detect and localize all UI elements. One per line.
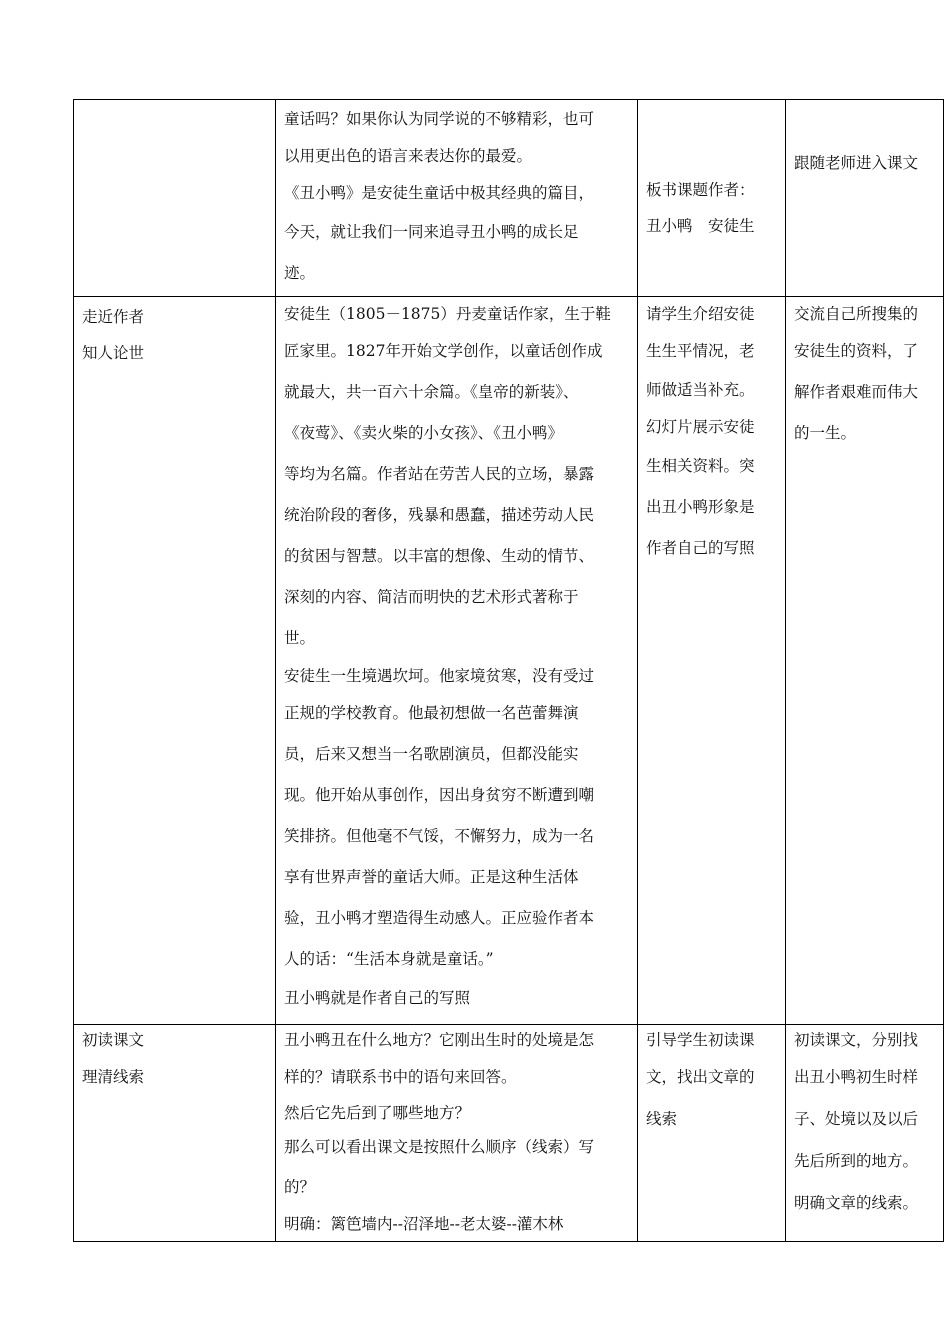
activity-line: 交流自己所搜集的: [794, 305, 919, 323]
content-line: 《夜莺》、《卖火柴的小女孩》、《丑小鸭》: [284, 424, 564, 442]
table-row: [74, 100, 944, 297]
activity-line: 出丑小鸭形象是: [646, 498, 755, 516]
content-line: 样的？请联系书中的语句来回答。: [284, 1068, 517, 1086]
teacher-activity-cell: [638, 297, 786, 1025]
content-line: 人的话：“生活本身就是童话。”: [284, 950, 494, 968]
content-line: 验，丑小鸭才塑造得生动感人。正应验作者本: [284, 909, 595, 927]
activity-line: 丑小鸭 安徒生: [646, 217, 755, 235]
activity-line: 安徒生的资料，了: [794, 342, 919, 360]
activity-line: 跟随老师进入课文: [794, 154, 919, 172]
activity-line: 生生平情况，老: [646, 342, 755, 360]
content-line: 今天，就让我们一同来追寻丑小鸭的成长足: [284, 223, 579, 241]
activity-line: 出丑小鸭初生时样: [794, 1068, 919, 1086]
content-line: 的贫困与智慧。以丰富的想像、生动的情节、: [284, 547, 595, 565]
activity-line: 解作者艰难而伟大: [794, 383, 919, 401]
table-row: [74, 1025, 944, 1242]
content-line: 安徒生（1805－1875）丹麦童话作家，生于鞋: [284, 305, 611, 323]
content-line: 迹。: [284, 264, 316, 282]
activity-line: 的一生。: [794, 424, 857, 442]
content-line: 正规的学校教育。他最初想做一名芭蕾舞演: [284, 704, 579, 722]
content-line: 童话吗？如果你认为同学说的不够精彩，也可: [284, 110, 595, 128]
teaching-content-cell: [276, 100, 638, 297]
teaching-content-cell: [276, 1025, 638, 1242]
activity-line: 板书课题作者：: [646, 181, 755, 199]
activity-line: 明确文章的线索。: [794, 1194, 919, 1212]
content-line: 匠家里。1827年开始文学创作，以童话创作成: [284, 342, 603, 360]
activity-line: 初读课文，分别找: [794, 1031, 919, 1049]
content-line: 安徒生一生境遇坎坷。他家境贫寒，没有受过: [284, 667, 595, 685]
content-line: 《丑小鸭》是安徒生童话中极其经典的篇目，: [284, 184, 595, 202]
section-title: 初读课文: [82, 1031, 145, 1049]
teacher-activity-cell: [638, 1025, 786, 1242]
activity-line: 师做适当补充。: [646, 381, 755, 399]
student-activity-cell: [786, 1025, 944, 1242]
activity-line: 请学生介绍安徒: [646, 305, 755, 323]
content-line: 员，后来又想当一名歌剧演员，但都没能实: [284, 745, 579, 763]
activity-line: 引导学生初读课: [646, 1031, 755, 1049]
content-line: 统治阶段的奢侈，残暴和愚蠢，描述劳动人民: [284, 506, 595, 524]
content-line: 世。: [284, 629, 316, 647]
section-cell: [74, 297, 276, 1025]
content-line: 那么可以看出课文是按照什么顺序（线索）写: [284, 1138, 595, 1156]
content-line: 笑排挤。但他毫不气馁，不懈努力，成为一名: [284, 827, 595, 845]
content-line: 然后它先后到了哪些地方？: [284, 1104, 471, 1122]
content-line: 丑小鸭丑在什么地方？它刚出生时的处境是怎: [284, 1031, 595, 1049]
content-line: 现。他开始从事创作，因出身贫穷不断遭到嘲: [284, 786, 595, 804]
activity-line: 作者自己的写照: [646, 539, 755, 557]
content-line: 明确：篱笆墙内--沼泽地--老太婆--灌木林: [284, 1215, 564, 1233]
teacher-activity-cell: [638, 100, 786, 297]
activity-line: 线索: [646, 1110, 678, 1128]
teaching-content-cell: [276, 297, 638, 1025]
activity-line: 生相关资料。突: [646, 457, 755, 475]
table-row: [74, 297, 944, 1025]
activity-line: 先后所到的地方。: [794, 1152, 919, 1170]
student-activity-cell: [786, 100, 944, 297]
activity-line: 幻灯片展示安徒: [646, 418, 755, 436]
section-title: 知人论世: [82, 344, 145, 362]
content-line: 深刻的内容、简洁而明快的艺术形式著称于: [284, 588, 579, 606]
section-title: 走近作者: [82, 308, 145, 326]
content-line: 丑小鸭就是作者自己的写照: [284, 989, 471, 1007]
content-line: 以用更出色的语言来表达你的最爱。: [284, 147, 533, 165]
content-line: 等均为名篇。作者站在劳苦人民的立场，暴露: [284, 465, 595, 483]
section-cell: [74, 1025, 276, 1242]
content-line: 的？: [284, 1178, 316, 1196]
activity-line: 文，找出文章的: [646, 1068, 755, 1086]
activity-line: 子、处境以及以后: [794, 1110, 919, 1128]
content-line: 就最大，共一百六十余篇。《皇帝的新装》、: [284, 383, 579, 401]
content-line: 享有世界声誉的童话大师。正是这种生活体: [284, 868, 579, 886]
section-title: 理清线索: [82, 1068, 145, 1086]
lesson-plan-table: [73, 99, 944, 1242]
section-cell: [74, 100, 276, 297]
student-activity-cell: [786, 297, 944, 1025]
